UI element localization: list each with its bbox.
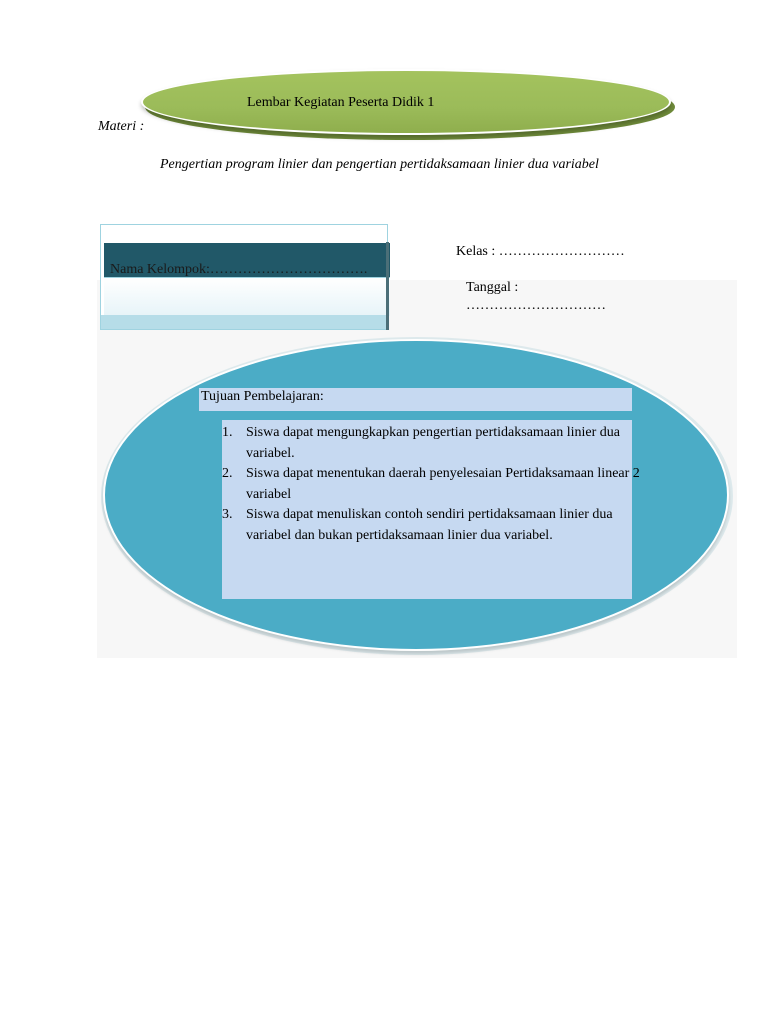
objective-text-line-1: Siswa dapat mengungkapkan pengertian pertidaksamaan linier dua — [246, 425, 620, 440]
group-name-body — [104, 277, 390, 316]
objective-number: 1. — [222, 425, 233, 440]
objective-text-line-1: Siswa dapat menentukan daerah penyelesaian Pertidaksamaan linear 2 — [246, 466, 640, 481]
objective-text-line-2: variabel dan bukan pertidaksamaan linier dua variabel. — [246, 527, 553, 543]
group-name-box-shadow — [386, 242, 389, 330]
group-name-footer-band — [101, 315, 389, 329]
objective-item-3 — [222, 505, 674, 546]
objective-text-line-2: variabel. — [246, 445, 295, 461]
objectives-heading: Tujuan Pembelajaran: — [201, 389, 324, 404]
objective-item-2 — [222, 464, 674, 505]
materi-label: Materi : — [98, 119, 145, 134]
objective-number: 3. — [222, 507, 233, 522]
materi-value: Pengertian program linier dan pengertian pertidaksamaan linier dua variabel — [160, 157, 599, 172]
objectives-list — [222, 423, 674, 546]
objective-number: 2. — [222, 466, 233, 481]
date-field[interactable]: ………………………… — [466, 298, 606, 313]
group-name-field[interactable]: Nama Kelompok:……………………………. — [110, 262, 368, 277]
objective-text-line-1: Siswa dapat menuliskan contoh sendiri pertidaksamaan linier dua — [246, 507, 613, 522]
objective-item-1 — [222, 423, 674, 464]
objective-text-line-2: variabel — [246, 486, 292, 502]
class-field[interactable]: Kelas : ……………………… — [456, 244, 625, 259]
date-label: Tanggal : — [466, 280, 519, 295]
worksheet-title: Lembar Kegiatan Peserta Didik 1 — [247, 95, 435, 110]
